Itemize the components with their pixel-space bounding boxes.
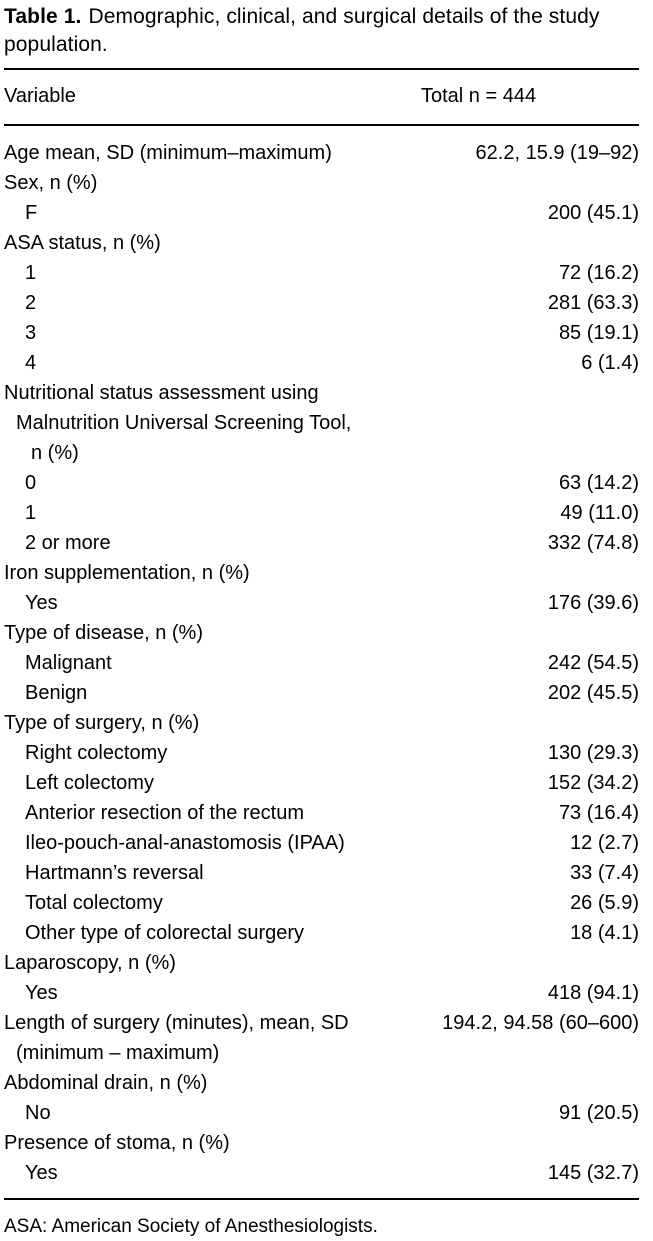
row-value: 63 (14.2) <box>558 472 639 494</box>
row-value <box>421 228 639 258</box>
header-row <box>4 69 639 125</box>
row-variable: Age mean, SD (minimum–maximum) <box>4 142 332 164</box>
row-variable: No <box>25 1102 51 1124</box>
table-row <box>4 918 639 948</box>
row-value: 91 (20.5) <box>558 1102 639 1124</box>
table-row <box>4 258 639 288</box>
row-variable: Ileo-pouch-anal-anastomosis (IPAA) <box>25 832 345 854</box>
row-value <box>421 558 639 588</box>
row-variable: n (%) <box>31 442 79 464</box>
table-row <box>4 528 639 558</box>
row-value <box>421 168 639 198</box>
row-variable: Presence of stoma, n (%) <box>4 1132 230 1154</box>
table-row <box>4 948 639 978</box>
table-row <box>4 738 639 768</box>
row-value: 12 (2.7) <box>570 832 639 854</box>
row-value: 85 (19.1) <box>558 322 639 344</box>
row-variable: 2 or more <box>25 532 111 554</box>
column-header-variable: Variable <box>4 69 421 125</box>
table-row <box>4 888 639 918</box>
row-variable: 4 <box>25 352 37 374</box>
row-value: 176 (39.6) <box>547 592 639 614</box>
table-row <box>4 468 639 498</box>
row-value <box>421 408 639 438</box>
row-value: 18 (4.1) <box>570 922 639 944</box>
row-variable: Laparoscopy, n (%) <box>4 952 176 974</box>
row-value <box>421 438 639 468</box>
row-value <box>421 948 639 978</box>
row-variable: Malnutrition Universal Screening Tool, <box>16 412 352 434</box>
row-variable: F <box>25 202 38 224</box>
row-value: 281 (63.3) <box>547 292 639 314</box>
row-variable: Length of surgery (minutes), mean, SD <box>4 1012 349 1034</box>
table-row <box>4 708 639 738</box>
row-value: 33 (7.4) <box>570 862 639 884</box>
table-row <box>4 288 639 318</box>
row-value: 130 (29.3) <box>547 742 639 764</box>
table-row <box>4 558 639 588</box>
table-row <box>4 618 639 648</box>
row-variable: (minimum – maximum) <box>16 1042 220 1064</box>
table-row <box>4 648 639 678</box>
table-row <box>4 1128 639 1158</box>
table-row <box>4 828 639 858</box>
column-header-total: Total n = 444 <box>421 69 639 125</box>
table-row <box>4 798 639 828</box>
table-row <box>4 1038 639 1068</box>
row-variable: Type of surgery, n (%) <box>4 712 200 734</box>
table-row <box>4 408 639 438</box>
table-row <box>4 348 639 378</box>
row-value: 73 (16.4) <box>558 802 639 824</box>
table-row <box>4 858 639 888</box>
row-value <box>421 1128 639 1158</box>
row-variable: Anterior resection of the rectum <box>25 802 305 824</box>
row-variable: Right colectomy <box>25 742 168 764</box>
table-row <box>4 168 639 198</box>
row-variable: Sex, n (%) <box>4 172 98 194</box>
table-row <box>4 1098 639 1128</box>
row-variable: Abdominal drain, n (%) <box>4 1072 208 1094</box>
table-row <box>4 228 639 258</box>
table-row <box>4 498 639 528</box>
row-value: 194.2, 94.58 (60–600) <box>442 1012 639 1034</box>
demographics-table <box>4 68 639 1200</box>
row-value: 26 (5.9) <box>570 892 639 914</box>
table-row <box>4 318 639 348</box>
row-variable: Type of disease, n (%) <box>4 622 203 644</box>
table-row <box>4 378 639 408</box>
table-footnote: ASA: American Society of Anesthesiologists. <box>4 1216 378 1237</box>
row-variable: Left colectomy <box>25 772 154 794</box>
row-variable: Iron supplementation, n (%) <box>4 562 250 584</box>
row-variable: Total colectomy <box>25 892 163 914</box>
row-value: 72 (16.2) <box>558 262 639 284</box>
row-variable: 1 <box>25 502 37 524</box>
row-variable: Benign <box>25 682 88 704</box>
row-variable: Other type of colorectal surgery <box>25 922 305 944</box>
row-value: 62.2, 15.9 (19–92) <box>475 142 639 164</box>
row-value: 6 (1.4) <box>581 352 639 374</box>
row-value <box>421 1068 639 1098</box>
table-row <box>4 768 639 798</box>
row-variable: 0 <box>25 472 37 494</box>
row-value <box>421 1038 639 1068</box>
row-value: 152 (34.2) <box>547 772 639 794</box>
row-value <box>421 708 639 738</box>
table-row <box>4 978 639 1008</box>
row-value: 242 (54.5) <box>547 652 639 674</box>
row-value: 202 (45.5) <box>547 682 639 704</box>
row-value: 200 (45.1) <box>547 202 639 224</box>
table-row <box>4 1158 639 1199</box>
row-value: 332 (74.8) <box>547 532 639 554</box>
row-value: 49 (11.0) <box>560 502 639 524</box>
table-row <box>4 678 639 708</box>
row-variable: 3 <box>25 322 37 344</box>
row-variable: Yes <box>25 1162 58 1184</box>
row-variable: 2 <box>25 292 37 314</box>
table-caption-text: Demographic, clinical, and surgical details of the study population. <box>4 5 600 56</box>
row-variable: Yes <box>25 982 58 1004</box>
table-row <box>4 198 639 228</box>
table-row <box>4 1068 639 1098</box>
row-value: 418 (94.1) <box>547 982 639 1004</box>
table-row <box>4 125 639 168</box>
row-variable: Hartmann’s reversal <box>25 862 204 884</box>
row-variable: 1 <box>25 262 37 284</box>
table-header <box>4 69 639 125</box>
row-value <box>421 378 639 408</box>
row-variable: Nutritional status assessment using <box>4 382 319 404</box>
table-row <box>4 1008 639 1038</box>
row-variable: Malignant <box>25 652 112 674</box>
table-row <box>4 588 639 618</box>
table-row <box>4 438 639 468</box>
row-value: 145 (32.7) <box>547 1162 639 1184</box>
table-caption <box>4 3 639 59</box>
table-body <box>4 125 639 1199</box>
table-caption-label: Table 1. <box>4 5 82 28</box>
row-variable: ASA status, n (%) <box>4 232 161 254</box>
row-variable: Yes <box>25 592 58 614</box>
row-value <box>421 618 639 648</box>
